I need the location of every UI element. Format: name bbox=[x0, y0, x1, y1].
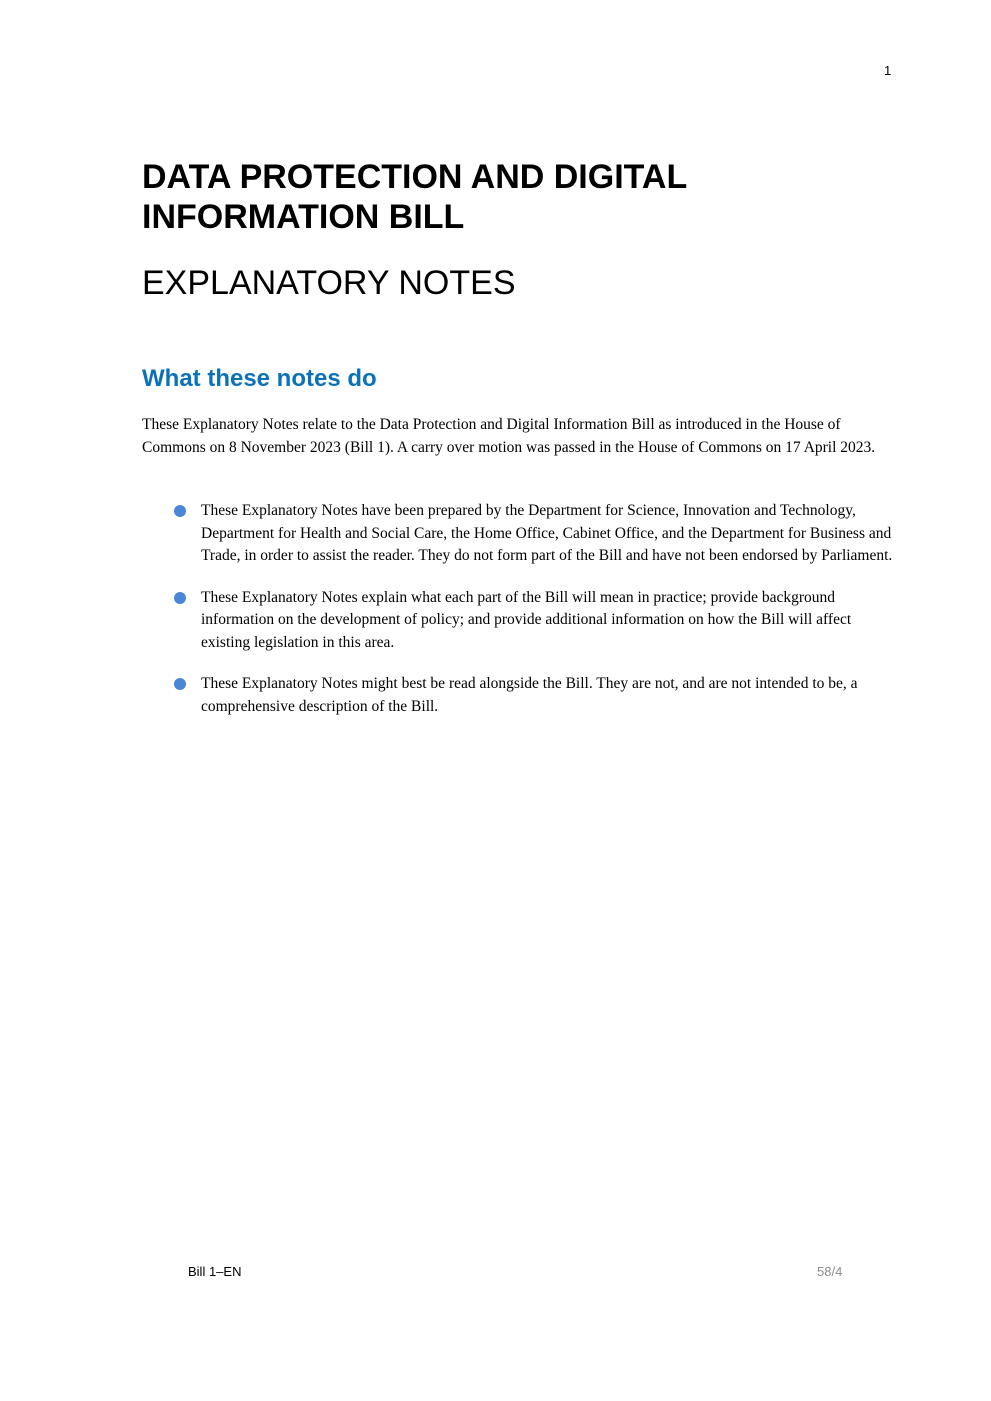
print-code: 58/4 bbox=[817, 1264, 843, 1279]
bullet-dot-icon bbox=[174, 678, 186, 690]
bullet-item bbox=[170, 673, 902, 718]
section-heading: What these notes do bbox=[142, 365, 377, 392]
bullet-dot-icon bbox=[174, 592, 186, 604]
bullet-text: These Explanatory Notes might best be read alongside the Bill. They are not, and are not intended to be, a comprehensive description of the Bill. bbox=[201, 675, 858, 715]
bullet-list bbox=[170, 500, 902, 737]
bill-reference: Bill 1–EN bbox=[188, 1264, 242, 1279]
bullet-text: These Explanatory Notes explain what each part of the Bill will mean in practice; provide background information on the development of policy; and provide additional information on how the Bill will affect existing legislation in this area. bbox=[201, 588, 852, 651]
document-subtitle: EXPLANATORY NOTES bbox=[142, 264, 516, 302]
bullet-dot-icon bbox=[174, 505, 186, 517]
bullet-item bbox=[170, 587, 902, 655]
bullet-item bbox=[170, 500, 902, 568]
intro-paragraph: These Explanatory Notes relate to the Data Protection and Digital Information Bill as introduced in the House of Commons on 8 November 2023 (Bill 1). A carry over motion was passed in the House of Commons on 17 April 2023. bbox=[142, 416, 876, 456]
document-title: DATA PROTECTION AND DIGITAL INFORMATION BILL bbox=[142, 158, 687, 236]
page-number: 1 bbox=[884, 63, 892, 78]
bullet-text: These Explanatory Notes have been prepared by the Department for Science, Innovation and Technology, Department for Health and Social Care, the Home Office, Cabinet Office, and the Department for Business and Trade, in order to assist the reader. They do not form part of the Bill and have not been endorsed by Parliament. bbox=[201, 502, 893, 564]
